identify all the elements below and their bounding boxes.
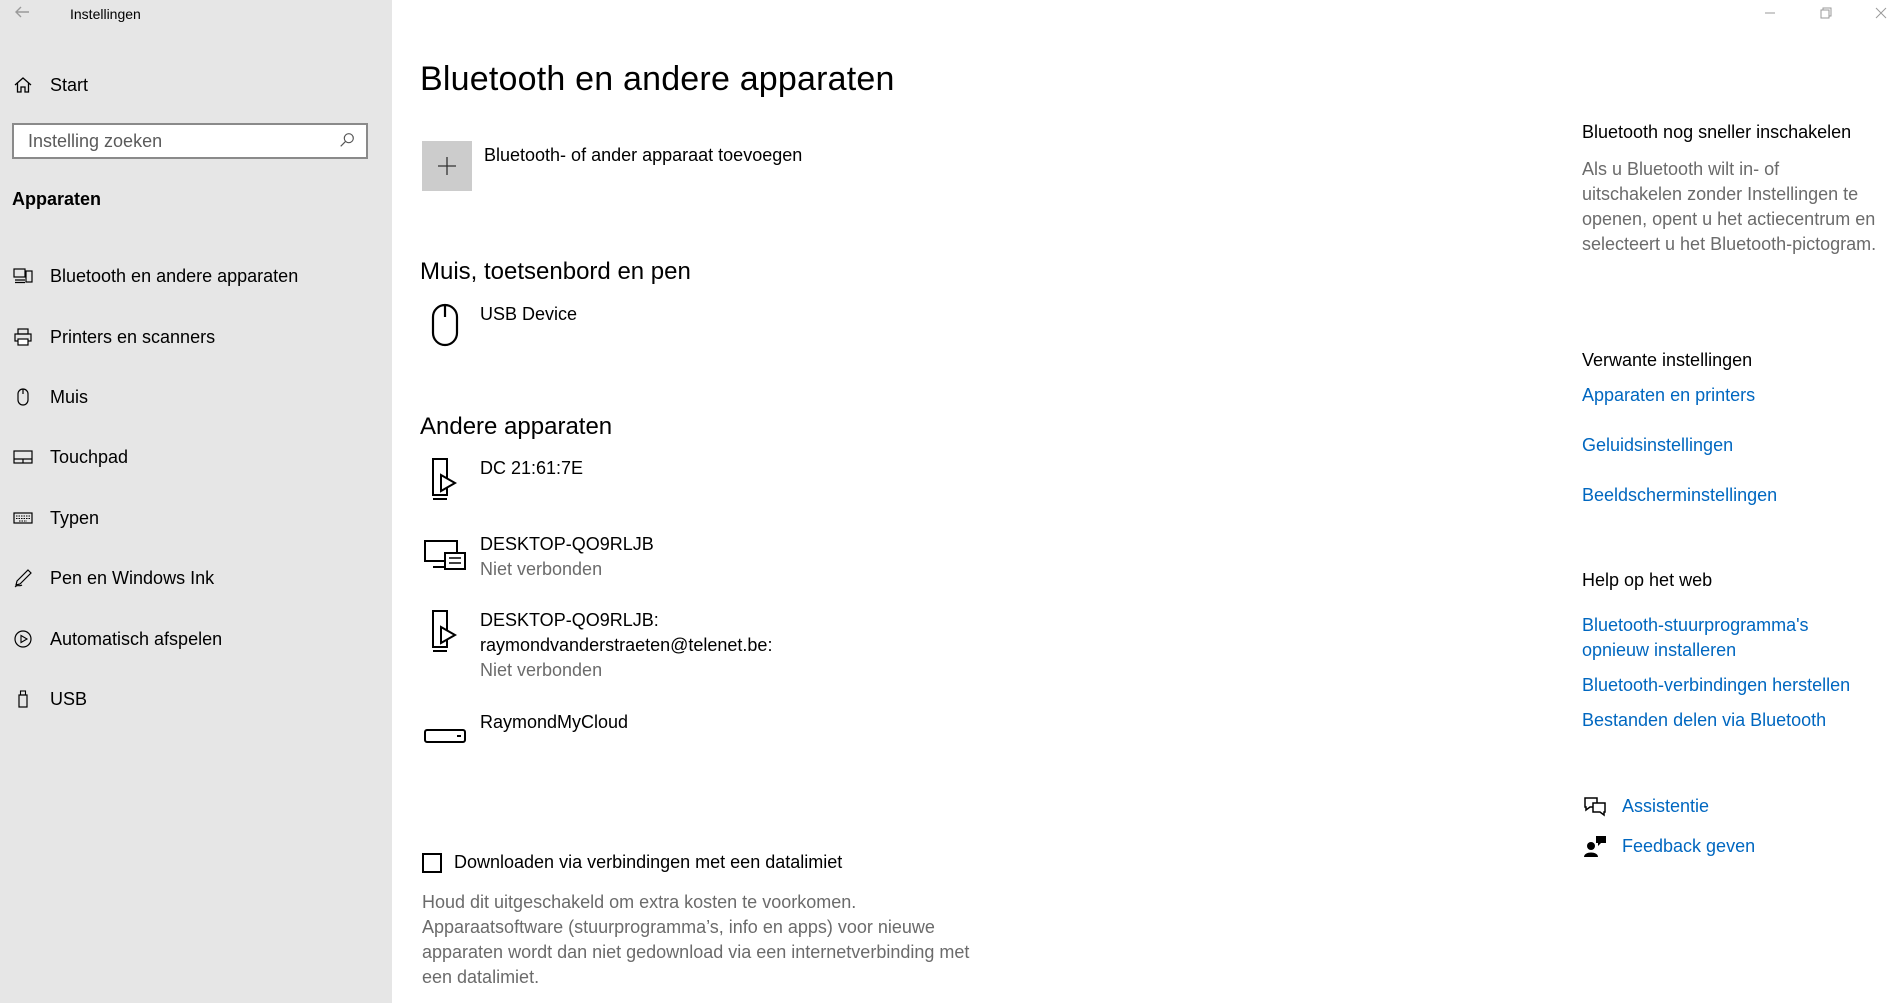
media-device-icon: [422, 608, 468, 654]
help-title: Help op het web: [1582, 570, 1713, 590]
sidebar-item-label: Muis: [50, 386, 89, 407]
device-name: DC 21:61:7E: [480, 458, 584, 478]
quick-tip-title: Bluetooth nog sneller inschakelen: [1582, 122, 1852, 142]
device-name: DESKTOP-QO9RLJB:: [480, 610, 659, 630]
sidebar-item-label: Typen: [50, 507, 100, 528]
sidebar-item-label: Pen en Windows Ink: [50, 567, 215, 588]
group-title-mouse-keyboard: Muis, toetsenbord en pen: [420, 258, 691, 285]
touchpad-icon: [12, 446, 34, 468]
assist-link[interactable]: [1582, 793, 1709, 819]
device-item[interactable]: [422, 532, 654, 582]
device-item[interactable]: [422, 608, 772, 683]
mouse-icon: [12, 386, 34, 408]
device-item[interactable]: [422, 456, 583, 502]
device-name: USB Device: [480, 304, 578, 324]
sidebar-item-muis[interactable]: [0, 375, 392, 419]
add-device-label[interactable]: Bluetooth- of ander apparaat toevoegen: [484, 145, 803, 165]
add-device-button[interactable]: [422, 141, 802, 191]
feedback-label[interactable]: Feedback geven: [1622, 835, 1756, 856]
link-devices-printers[interactable]: Apparaten en printers: [1582, 385, 1756, 405]
sidebar-item-label: Bluetooth en andere apparaten: [50, 265, 299, 286]
usb-icon: [12, 688, 34, 710]
metered-note: Houd dit uitgeschakeld om extra kosten te voorkomen. Apparaatsoftware (stuurprogramma’s, info en apps) voor nieuwe apparaten wordt dan niet gedownload via een internetverbinding met een datalimiet.: [422, 892, 970, 987]
back-arrow-icon[interactable]: [12, 2, 32, 26]
printer-icon: [12, 326, 34, 348]
computer-device-icon: [422, 532, 468, 578]
sidebar-item-start[interactable]: [0, 63, 392, 107]
metered-checkbox[interactable]: [422, 853, 442, 873]
link-fix-connections[interactable]: Bluetooth-verbindingen herstellen: [1582, 675, 1851, 695]
search-input[interactable]: [14, 125, 338, 157]
page-title: Bluetooth en andere apparaten: [420, 60, 895, 98]
section-label: Apparaten: [12, 189, 102, 209]
home-icon: [12, 74, 34, 96]
link-sound-settings[interactable]: Geluidsinstellingen: [1582, 435, 1734, 455]
sidebar-item-label: Touchpad: [50, 446, 129, 467]
device-item[interactable]: [422, 302, 577, 348]
sidebar-item-typen[interactable]: [0, 496, 392, 540]
media-device-icon: [422, 456, 468, 502]
metered-download-option[interactable]: [422, 852, 842, 873]
autoplay-icon: [12, 628, 34, 650]
feedback-icon: [1582, 833, 1608, 859]
add-icon[interactable]: [422, 141, 472, 191]
keyboard-icon: [12, 507, 34, 529]
sidebar-item-pen[interactable]: [0, 556, 392, 600]
sidebar-item-label: USB: [50, 688, 88, 709]
quick-tip-text: Als u Bluetooth wilt in- of uitschakelen zonder Instellingen te openen, opent u het actiecentrum en selecteert u het Bluetooth-pictogram.: [1582, 159, 1877, 254]
sidebar-item-usb[interactable]: [0, 677, 392, 721]
link-reinstall-drivers[interactable]: Bluetooth-stuurprogramma's opnieuw installeren: [1582, 615, 1809, 660]
link-display-settings[interactable]: Beeldscherminstellingen: [1582, 485, 1778, 505]
search-icon[interactable]: [338, 131, 358, 151]
chat-help-icon: [1582, 793, 1608, 819]
group-title-other-devices: Andere apparaten: [420, 413, 613, 440]
sidebar-item-touchpad[interactable]: [0, 435, 392, 479]
related-panel: [1582, 0, 1892, 1003]
bluetooth-devices-icon: [12, 265, 34, 287]
device-name: RaymondMyCloud: [480, 712, 629, 732]
sidebar-item-label: Automatisch afspelen: [50, 628, 223, 649]
metered-checkbox-label[interactable]: Downloaden via verbindingen met een datalimiet: [454, 852, 843, 872]
sidebar-item-printers[interactable]: [0, 315, 392, 359]
sidebar-item-label: Start: [50, 74, 89, 95]
app-title: Instellingen: [70, 6, 141, 22]
assist-label[interactable]: Assistentie: [1622, 795, 1710, 816]
link-share-files[interactable]: Bestanden delen via Bluetooth: [1582, 710, 1827, 730]
main-content: [392, 0, 1542, 1003]
sidebar-item-label: Printers en scanners: [50, 326, 216, 347]
device-item[interactable]: [422, 710, 628, 756]
storage-device-icon: [422, 710, 468, 756]
sidebar-item-autoplay[interactable]: [0, 617, 392, 661]
mouse-icon: [422, 302, 468, 348]
device-name-line2: raymondvanderstraeten@telenet.be:: [480, 635, 773, 655]
pen-icon: [12, 567, 34, 589]
device-name: DESKTOP-QO9RLJB: [480, 534, 654, 554]
search-box[interactable]: [12, 123, 368, 159]
device-status: Niet verbonden: [480, 660, 603, 680]
sidebar-item-bluetooth[interactable]: [0, 254, 392, 298]
device-status: Niet verbonden: [480, 559, 603, 579]
feedback-link[interactable]: [1582, 833, 1755, 859]
related-settings-title: Verwante instellingen: [1582, 350, 1753, 370]
sidebar: [0, 0, 392, 1003]
